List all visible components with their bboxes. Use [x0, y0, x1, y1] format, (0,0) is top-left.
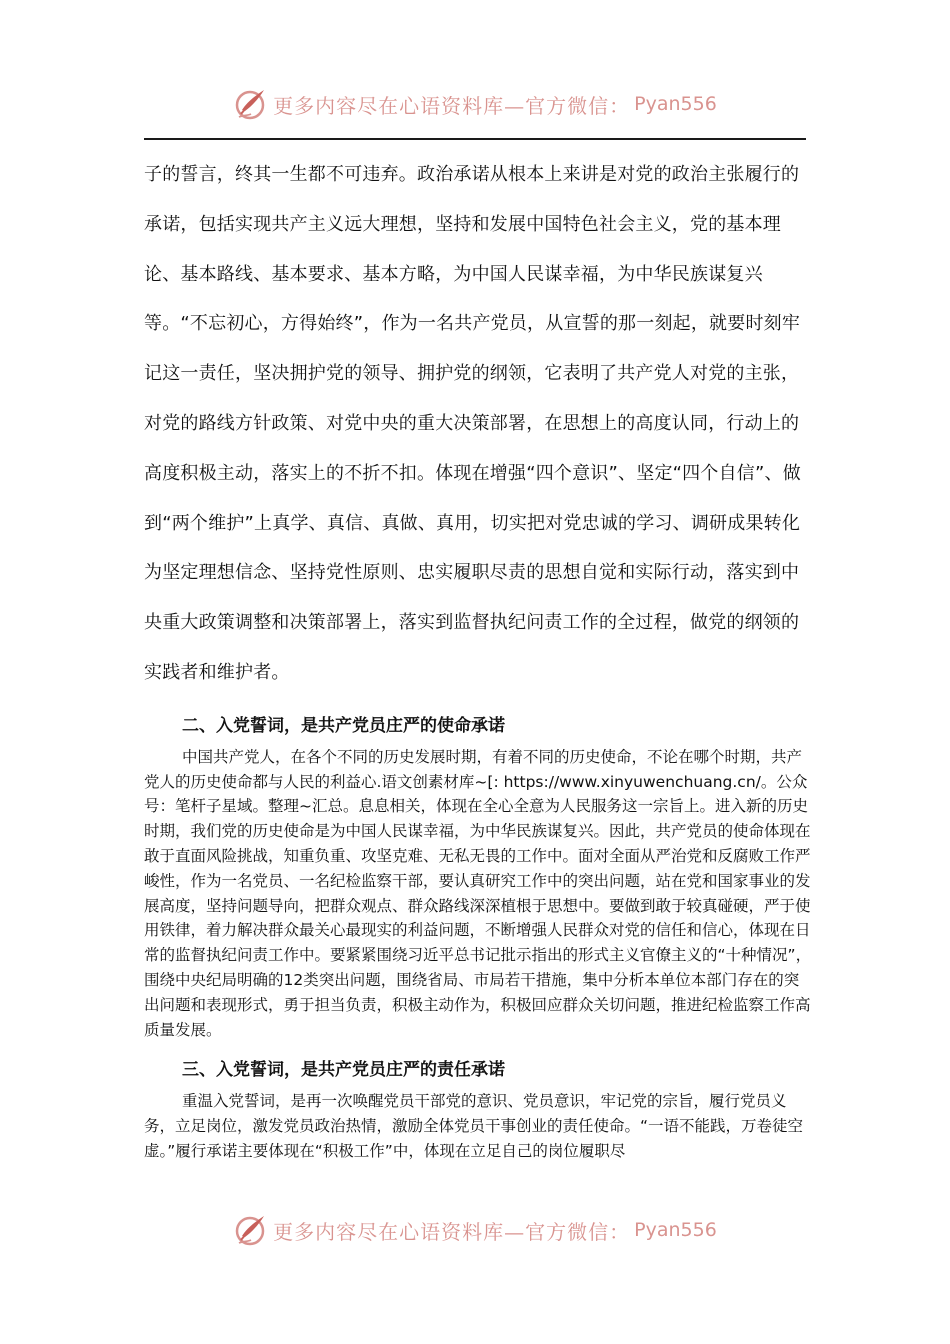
intro-paragraph: 子的誓言，终其一生都不可违弃。政治承诺从根本上来讲是对党的政治主张履行的承诺，包括实现共产主义远大理想，坚持和发展中国特色社会主义，党的基本理论、基本路线、基本要求、基本方略，为中国人民谋幸福，为中华民族谋复兴等。“不忘初心，方得始终”，作为一名共产党员，从宣誓的那一刻起，就要时刻牢记这一责任，坚决拥护党的领导、拥护党的纲领，它表明了共产党人对党的主张，对党的路线方针政策、对党中央的重大决策部署，在思想上的高度认同，行动上的高度积极主动，落实上的不折不扣。体现在增强“四个意识”、坚定“四个自信”、做到“两个维护”上真学、真信、真做、真用，切实把对党忠诚的学习、调研成果转化为坚定理想信念、坚持党性原则、忠实履职尽责的思想自觉和实际行动，落实到中央重大政策调整和决策部署上，落实到监督执纪问责工作的全过程，做党的纲领的实践者和维护者。	[144, 164, 801, 683]
footer-banner	[0, 1208, 950, 1252]
section-heading-responsibility: 三、入党誓词，是共产党员庄严的责任承诺	[182, 1060, 505, 1081]
banner-text: 更多内容尽在心语资料库—官方微信：	[273, 1219, 631, 1244]
quill-logo-icon	[233, 1212, 269, 1248]
document-body	[144, 150, 812, 1164]
header-banner	[0, 82, 950, 126]
banner-wechat-id: Pyan556	[634, 1219, 717, 1241]
section-paragraph-mission: 中国共产党人，在各个不同的历史发展时期，有着不同的历史使命，不论在哪个时期，共产党人的历史使命都与人民的利益心.语文创素材库~[: https://www.xinyuwenchuang.cn/。公众号：笔杆子星域。整理~汇总。息息相关，体现在全心全意为人民服务这一宗旨上。进入新的历史时期，我们党的历史使命是为中国人民谋幸福，为中华民族谋复兴。因此，共产党员的使命体现在敢于直面风险挑战，知重负重、攻坚克难、无私无畏的工作中。面对全面从严治党和反腐败工作严峻性，作为一名党员、一名纪检监察干部，要认真研究工作中的突出问题，站在党和国家事业的发展高度，坚持问题导向，把群众观点、群众路线深深植根于思想中。要做到敢于较真碰硬，严于使用铁律，着力解决群众最关心最现实的利益问题，不断增强人民群众对党的信任和信心，体现在日常的监督执纪问责工作中。要紧紧围绕习近平总书记批示指出的形式主义官僚主义的“十种情况”，围绕中央纪局明确的12类突出问题，围绕省局、市局若干措施，集中分析本单位本部门存在的突出问题和表现形式，勇于担当负责，积极主动作为，积极回应群众关切问题，推进纪检监察工作高质量发展。	[144, 747, 812, 1039]
banner-wechat-id: Pyan556	[634, 93, 717, 115]
section-paragraph-responsibility: 重温入党誓词，是再一次唤醒党员干部党的意识、党员意识，牢记党的宗旨，履行党员义务，立足岗位，激发党员政治热情，激励全体党员干事创业的责任使命。“一语不能践，万卷徒空虚。”履行承诺主要体现在“积极工作”中，体现在立足自己的岗位履职尽	[144, 1092, 804, 1160]
header-divider	[144, 138, 806, 140]
banner-text: 更多内容尽在心语资料库—官方微信：	[273, 93, 631, 118]
section-heading-mission: 二、入党誓词，是共产党员庄严的使命承诺	[182, 715, 505, 736]
quill-logo-icon	[233, 86, 269, 122]
